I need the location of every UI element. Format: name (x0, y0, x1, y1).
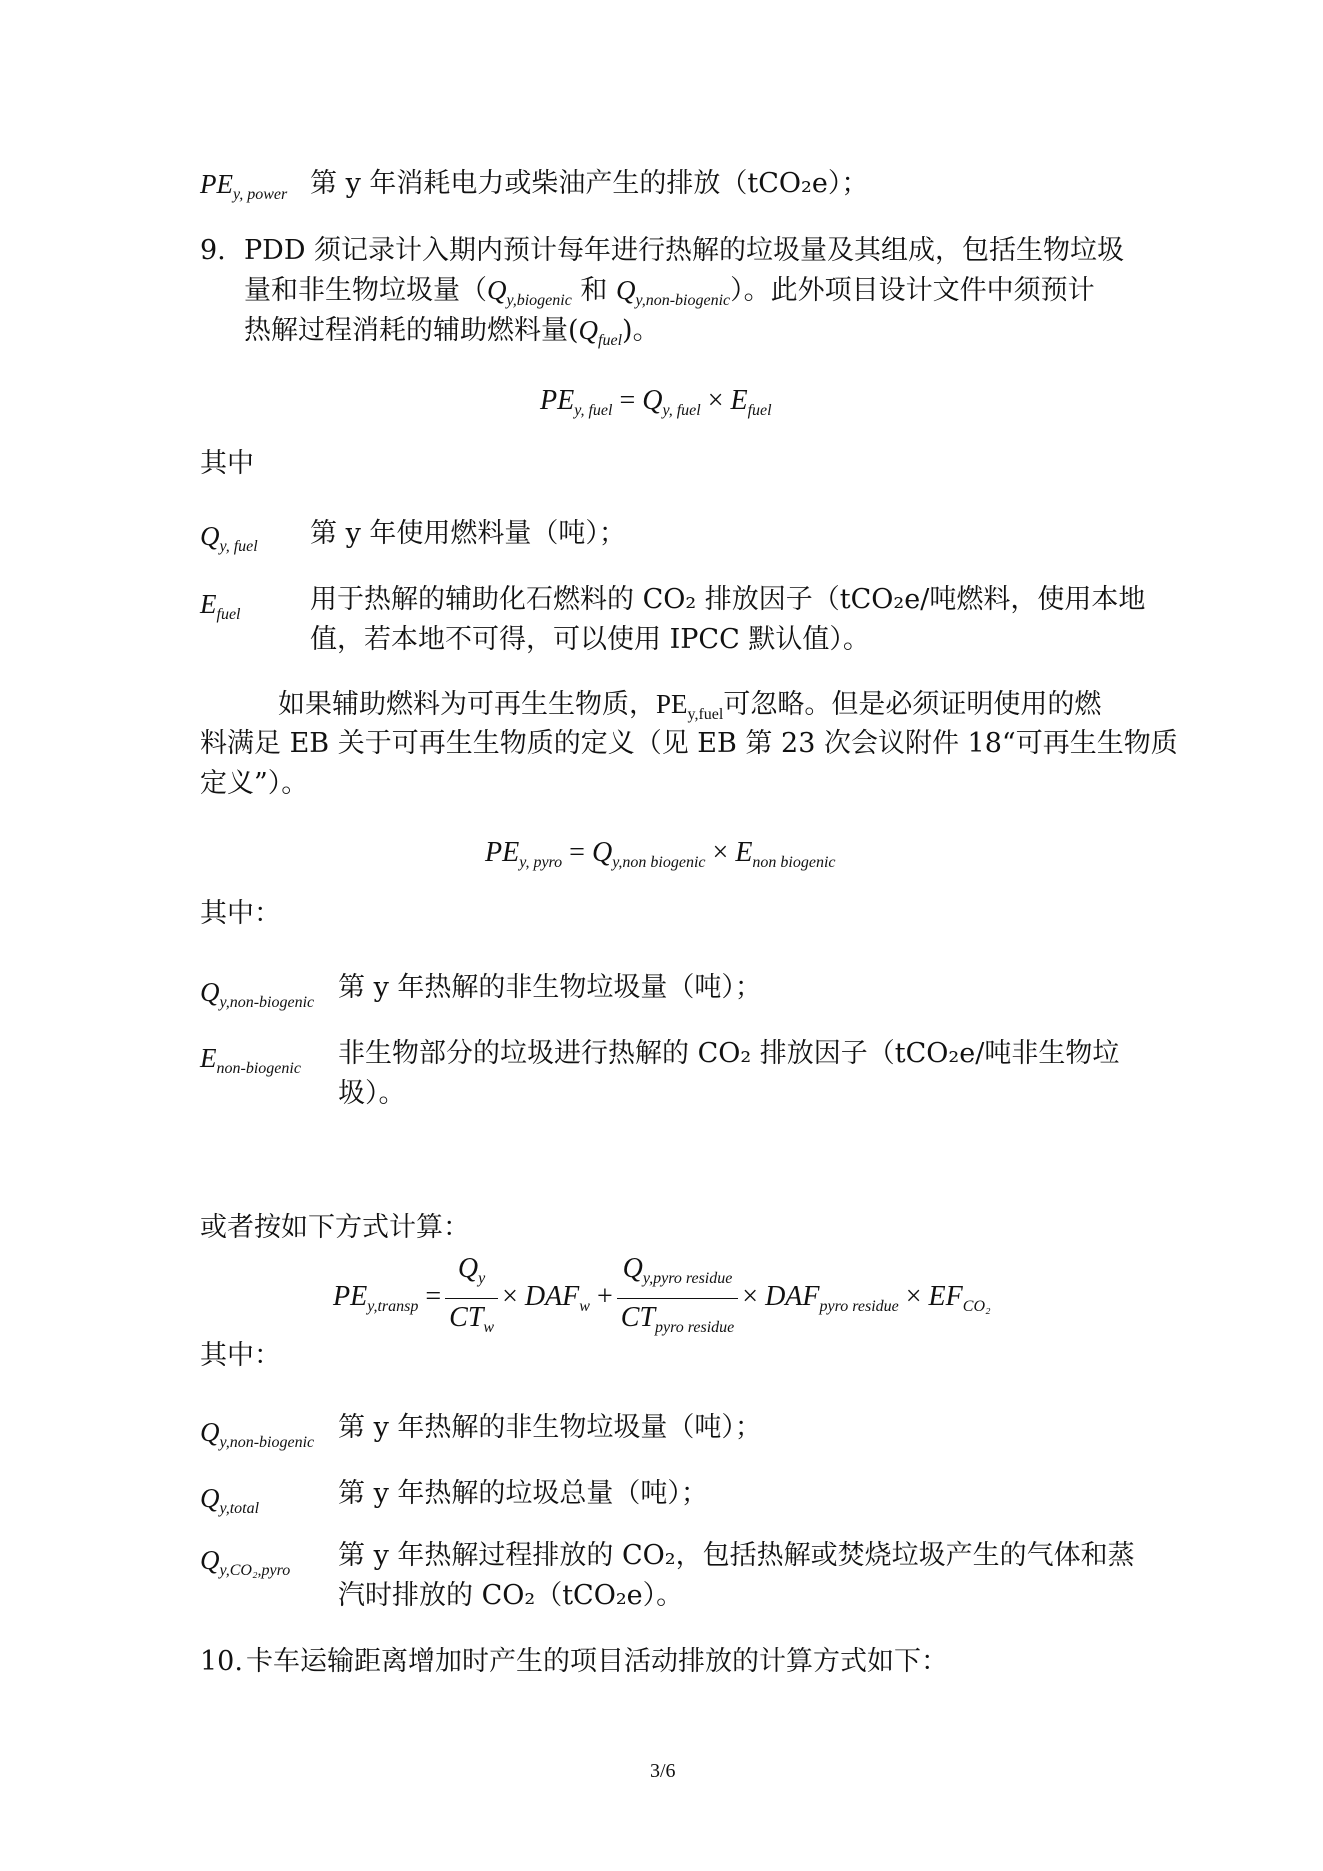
q-co2-pyro-description-line2: 汽时排放的 CO₂（tCO₂e）。 (338, 1580, 684, 1611)
symbol-q-nonbiogenic-2: $Q_{y,non-biogenic}$ (200, 1417, 315, 1451)
equation-pe-pyro: $PE_{y, pyro} = Q_{y,non biogenic} \times E_{non biogenic}$ (485, 837, 836, 871)
item-9-line3: 热解过程消耗的辅助燃料量$(Q_{fuel})$。 (244, 315, 660, 349)
e-nonbiogenic-description-line2: 圾）。 (338, 1078, 406, 1109)
item-10-number: 10. (200, 1646, 243, 1677)
equation-pe-transp: $PE_{y,transp}$ = $\frac{Q_y}{CT_w}$ × $DAF_w$ + $\frac{Q_{y,pyro residue}}{CT_{pyro residue}}$ × $DAF_{pyro residue} \times EF_{CO_2}$ (333, 1253, 991, 1336)
pe-power-description: 第 y 年消耗电力或柴油产生的排放（tCO₂e）； (310, 168, 869, 199)
symbol-q-fuel: $Q_{y, fuel}$ (200, 521, 258, 555)
q-total-description: 第 y 年热解的垃圾总量（吨）； (338, 1478, 708, 1509)
q-nonbiogenic-description-1: 第 y 年热解的非生物垃圾量（吨）； (338, 972, 762, 1003)
para-fuel-line1: 如果辅助燃料为可再生生物质，$PE_{y,fuel}$可忽略。但是必须证明使用的燃 (278, 689, 1102, 723)
symbol-e-nonbiogenic: $E_{non-biogenic}$ (200, 1043, 301, 1077)
symbol-e-fuel: $E_{fuel}$ (200, 589, 241, 623)
label-qizhong-3: 其中： (200, 1340, 281, 1371)
q-fuel-description: 第 y 年使用燃料量（吨）； (310, 518, 626, 549)
symbol-q-total: $Q_{y,total}$ (200, 1483, 260, 1517)
item-9-line1: PDD 须记录计入期内预计每年进行热解的垃圾量及其组成，包括生物垃圾 (244, 235, 1125, 266)
label-qizhong-2: 其中： (200, 898, 281, 929)
e-nonbiogenic-description-line1: 非生物部分的垃圾进行热解的 CO₂ 排放因子（tCO₂e/吨非生物垃 (338, 1038, 1120, 1069)
symbol-pe-power: $PE_{y, power}$ (200, 169, 288, 203)
e-fuel-description-line2: 值，若本地不可得，可以使用 IPCC 默认值）。 (310, 624, 870, 655)
para-fuel-line2: 料满足 EB 关于可再生生物质的定义（见 EB 第 23 次会议附件 18“可再生生物质 (200, 728, 1178, 759)
symbol-q-co2-pyro: $Q_{y,CO_2,pyro}$ (200, 1545, 291, 1579)
q-co2-pyro-description-line1: 第 y 年热解过程排放的 CO₂，包括热解或焚烧垃圾产生的气体和蒸 (338, 1540, 1135, 1571)
item-9-line2: 量和非生物垃圾量（$Q_{y,biogenic}$ 和 $Q_{y,non-biogenic}$）。此外项目设计文件中须预计 (244, 275, 1095, 309)
q-nonbiogenic-description-2: 第 y 年热解的非生物垃圾量（吨）； (338, 1412, 762, 1443)
page-number: 3/6 (650, 1760, 676, 1782)
e-fuel-description-line1: 用于热解的辅助化石燃料的 CO₂ 排放因子（tCO₂e/吨燃料，使用本地 (310, 584, 1146, 615)
equation-pe-fuel: $PE_{y, fuel} = Q_{y, fuel} \times E_{fuel}$ (540, 385, 772, 419)
label-qizhong-1: 其中 (200, 448, 254, 479)
label-or-calculate: 或者按如下方式计算： (200, 1212, 470, 1243)
item-9-number: 9. (200, 235, 226, 266)
item-10-text: 卡车运输距离增加时产生的项目活动排放的计算方式如下： (246, 1646, 948, 1677)
para-fuel-line3: 定义”）。 (200, 768, 309, 799)
symbol-q-nonbiogenic-1: $Q_{y,non-biogenic}$ (200, 977, 315, 1011)
